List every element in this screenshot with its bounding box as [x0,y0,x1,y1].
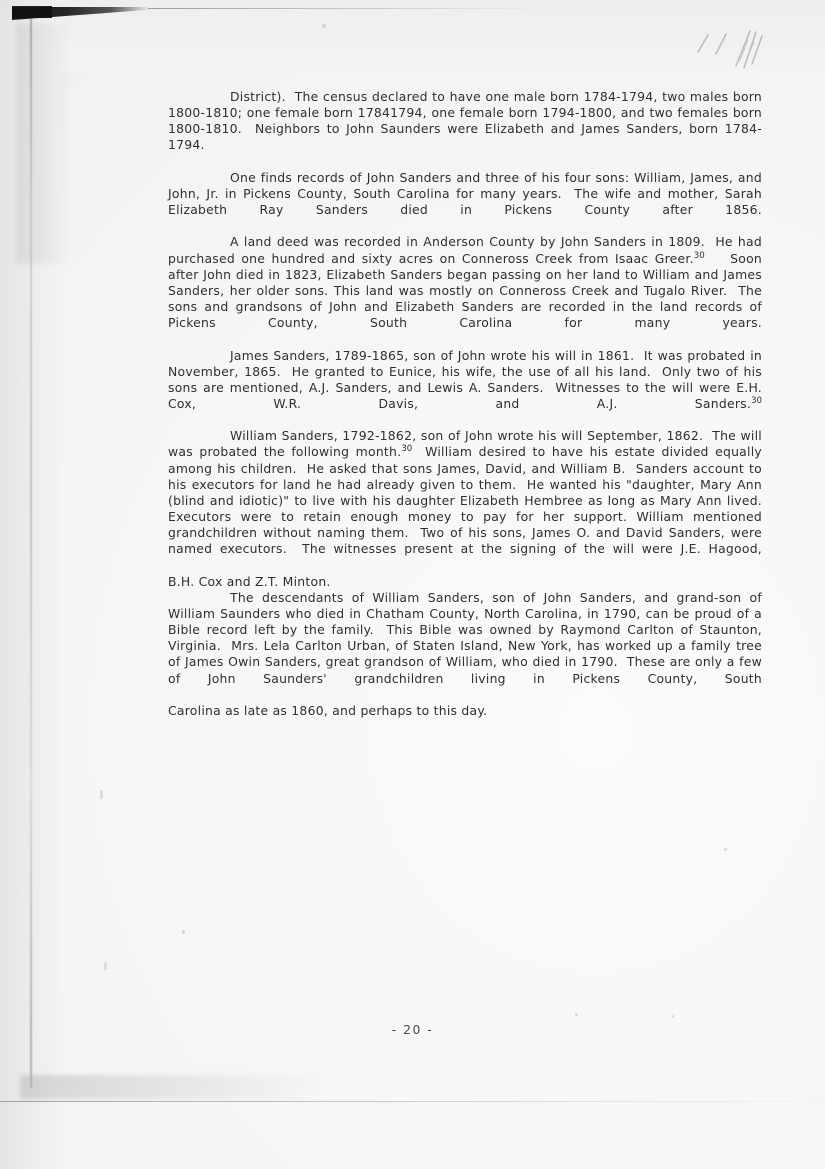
paragraph-william-will: William Sanders, 1792-1862, son of John wrote his will September, 1862. The will was probated the following month.$^{30}$ William desired to have his estate divided equally among his children. He asked that sons James, David, and William B. Sanders account to his executors for land he had already given to them. He wanted his "daughter, Mary Ann (blind and idiotic)" to live with his daughter Elizabeth Hembree as long as Mary Ann lived. Executors were to retain enough money to pay for her support. William mentioned grandchildren without naming them. Two of his sons, James O. and David Sanders, were named executors. The witnesses present at the signing of the will were J.E. Hagood, [168,428,771,557]
handwritten-slash-marks [690,26,800,78]
paragraph-records: One finds records of John Sanders and three of his four sons: William, James, and John, Jr. in Pickens County, South Carolina for many years. The wife and mother, Sarah Elizabeth Ray Sanders died in Pickens County after 1856. [168,169,767,218]
paragraph-witnesses-tail: B.H. Cox and Z.T. Minton. [168,573,331,589]
scan-sheet-edge-bottom [0,1101,825,1102]
scan-smudge-bottom-left [20,1075,320,1099]
scan-speck [575,1013,578,1016]
scan-speck [672,1015,674,1018]
scan-edge-block-top-left [12,6,52,18]
document-body-text [168,89,771,719]
scan-smudge-left [16,24,72,264]
paragraph-james-will: James Sanders, 1789-1865, son of John wrote his will in 1861. It was probated in November, 1865. He granted to Eunice, his wife, the use of all his land. Only two of his sons are mentioned, A.J. Sanders, and Lewis A. Sanders. Witnesses to the will were E.H. Cox, W.R. Davis, and A.J. Sanders.$^{30}$ [168,347,767,411]
scan-binding-line [30,18,32,1088]
paragraph-descendants-tail: Carolina as late as 1860, and perhaps to this day. [168,702,488,718]
page-number: - 20 - [391,1022,434,1037]
scan-speck [104,962,107,970]
scan-speck [100,790,103,799]
footnote-marker: 30 [401,444,413,455]
paragraph-land-deed: A land deed was recorded in Anderson County by John Sanders in 1809. He had purchased one hundred and sixty acres on Conneross Creek from Isaac Greer.$^{30}$ Soon after John died in 1823, Elizabeth Sanders began passing on her land to William and James Sanders, her older sons. This land was mostly on Conneross Creek and Tugalo River. The sons and grandsons of John and Elizabeth Sanders are recorded in the land records of Pickens County, South Carolina for many years. [168,234,767,331]
scan-speck [322,24,326,28]
scan-edge-hairline-top [148,8,548,9]
paragraph-census: District). The census declared to have one male born 1784-1794, two males born 1800-1810; one female born 17841794, one female born 1794-1800, and two females born 1800-1810. Neighbors to John Saunders were Elizabeth and James Sanders, born 1784-1794. [168,89,767,153]
paragraph-descendants: The descendants of William Sanders, son of John Sanders, and grand-son of William Saunders who died in Chatham County, North Carolina, in 1790, can be proud of a Bible record left by the family. This Bible was owned by Raymond Carlton of Staunton, Virginia. Mrs. Lela Carlton Urban, of Staten Island, New York, has worked up a family tree of James Owin Sanders, great grandson of William, who died in 1790. These are only a few of John Saunders' grandchildren living in Pickens County, South [168,589,767,686]
scan-speck [182,930,185,934]
scan-speck [724,848,727,851]
footnote-marker: 30 [751,395,762,406]
footnote-marker: 30 [693,250,705,261]
